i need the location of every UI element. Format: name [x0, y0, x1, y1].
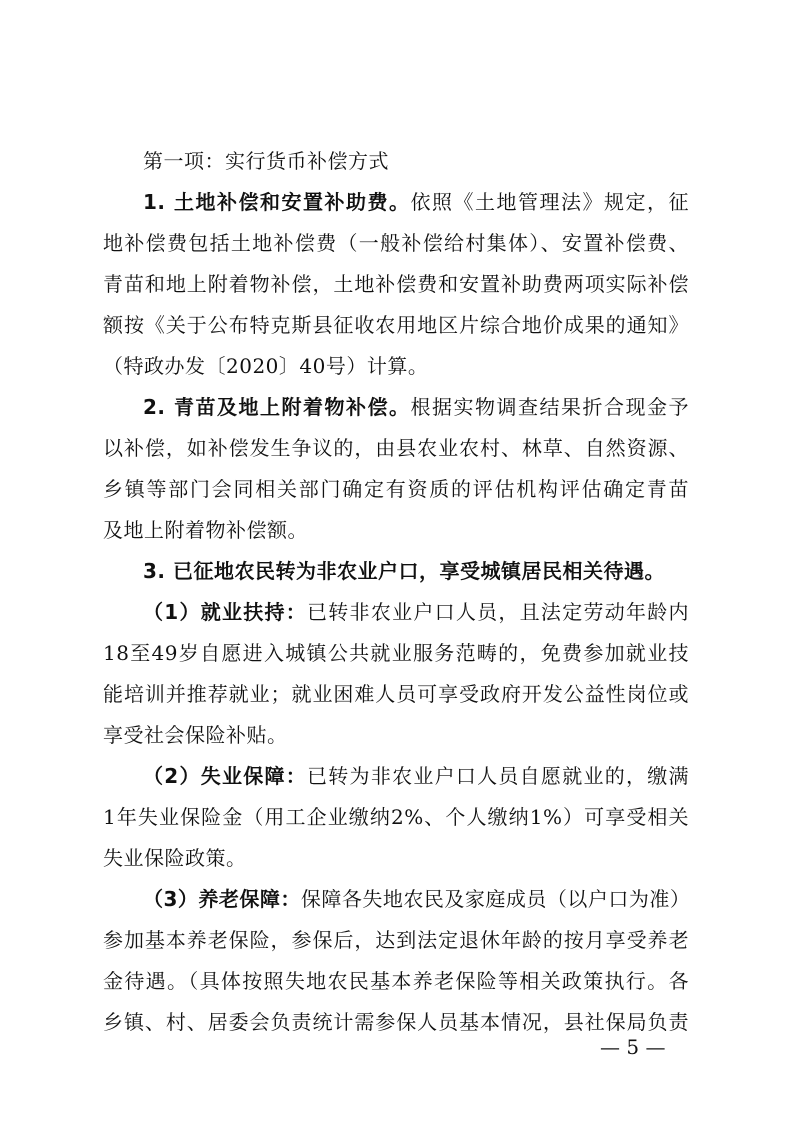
paragraph-1-line-2: 地补偿费包括土地补偿费（一般补偿给村集体）、安置补偿费、	[103, 231, 689, 255]
paragraph-3-1-heading: （1）就业扶持：	[143, 600, 308, 624]
paragraph-2-line-4: 及地上附着物补偿额。	[103, 518, 308, 542]
paragraph-2-heading: 2. 青苗及地上附着物补偿。	[143, 395, 411, 419]
paragraph-3-2-line-2: 1年失业保险金（用工企业缴纳2%、个人缴纳1%）可享受相关	[103, 805, 689, 829]
paragraph-1-line-5: （特政办发〔2020〕40号）计算。	[103, 354, 429, 378]
paragraph-3-2-line-3: 失业保险政策。	[103, 846, 247, 870]
section-title: 第一项：实行货币补偿方式	[143, 149, 389, 173]
paragraph-3-3-line-2: 参加基本养老保险，参保后，达到法定退休年龄的按月享受养老	[103, 928, 689, 952]
page-number: — 5 —	[600, 1035, 666, 1059]
paragraph-2-line-2: 以补偿，如补偿发生争议的，由县农业农村、林草、自然资源、	[103, 436, 689, 460]
paragraph-2-line-3: 乡镇等部门会同相关部门确定有资质的评估机构评估确定青苗	[103, 477, 689, 501]
paragraph-1-text: 依照《土地管理法》规定，征	[410, 190, 689, 214]
paragraph-1-line-1	[143, 189, 689, 215]
paragraph-3-3-line-4: 乡镇、村、居委会负责统计需参保人员基本情况，县社保局负责	[103, 1010, 689, 1034]
paragraph-3-1-text: 已转非农业户口人员，且法定劳动年龄内	[307, 600, 690, 624]
paragraph-3-1-line-2: 18至49岁自愿进入城镇公共就业服务范畴的，免费参加就业技	[103, 641, 689, 665]
paragraph-3-3-text: 保障各失地农民及家庭成员（以户口为准）	[300, 887, 691, 911]
paragraph-3-3-line-3: 金待遇。（具体按照失地农民基本养老保险等相关政策执行。各	[103, 969, 689, 993]
paragraph-3-1-line-3: 能培训并推荐就业；就业困难人员可享受政府开发公益性岗位或	[103, 682, 689, 706]
paragraph-1-line-4: 额按《关于公布特克斯县征收农用地区片综合地价成果的通知》	[103, 313, 689, 337]
paragraph-3-3-heading: （3）养老保障：	[143, 887, 301, 911]
paragraph-3-1-line-1	[143, 599, 689, 625]
paragraph-3-2-text: 已转为非农业户口人员自愿就业的，缴满	[307, 764, 690, 788]
paragraph-2-line-1	[143, 394, 689, 420]
paragraph-3-2-heading: （2）失业保障：	[143, 764, 308, 788]
paragraph-1-line-3: 青苗和地上附着物补偿，土地补偿费和安置补助费两项实际补偿	[103, 272, 689, 296]
paragraph-1-heading: 1. 土地补偿和安置补助费。	[143, 190, 411, 214]
paragraph-3-3-line-1	[143, 886, 689, 912]
paragraph-3-1-line-4: 享受社会保险补贴。	[103, 723, 288, 747]
paragraph-3-heading: 3. 已征地农民转为非农业户口，享受城镇居民相关待遇。	[143, 559, 665, 583]
paragraph-2-text: 根据实物调查结果折合现金予	[410, 395, 689, 419]
paragraph-3-2-line-1	[143, 763, 689, 789]
